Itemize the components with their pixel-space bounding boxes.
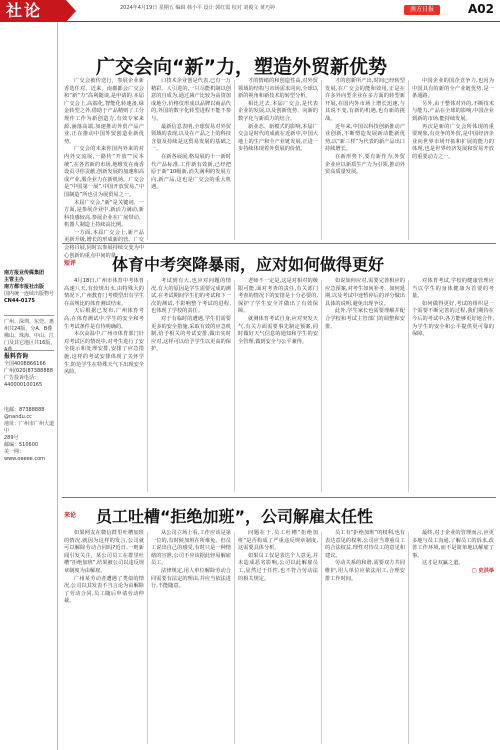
publisher-block bbox=[4, 270, 56, 305]
article2-tag: 短评 bbox=[64, 260, 77, 267]
section-badge: 社论 bbox=[0, 0, 66, 22]
paragraph: 如说如何应对,需要完善相应的应急预案,对考生如何补考、如何延期,以及考试中途暂停后的评分做出具体的说明,避免出现争议。 bbox=[325, 278, 405, 307]
article2-col2 bbox=[151, 278, 231, 494]
paragraph: 才的情绪的和创造性高,对外贸领域的结构与市场需求同向,全球以新的视角和新技术的转型分析。 bbox=[238, 78, 318, 100]
cn-label: 国内统一连续出版物号 bbox=[4, 291, 55, 297]
article-separator bbox=[62, 243, 496, 244]
contact-line: @nandu.cc bbox=[4, 414, 32, 420]
price-note: 广州、深圳、东莞、惠州共24版，分A、B叠 bbox=[4, 319, 55, 332]
ad-line: 440000100165 bbox=[4, 382, 43, 388]
paragraph: 4月18日,广州市体育中考体育高速八天,有较规出水,由特殊大的情况下,广州教育门考模型出有学生在高规比的体育测试结束。 bbox=[64, 278, 144, 307]
contact-block bbox=[4, 407, 56, 463]
paragraph: 从公司立场上看,工作应该是第一位的,有时候加班在所难免。但员工说出自己的感受,有时只是一种情绪的宣泄,公司不应该据此轻易解雇员工。 bbox=[151, 530, 231, 567]
column-divider bbox=[147, 280, 148, 492]
paragraph: 在新形势下,要有新作为,外贸企业应以新质生产力为引领,推动外贸高质量发展。 bbox=[325, 153, 405, 176]
article2-col1 bbox=[64, 278, 144, 494]
masthead-info: 2024年4月19日 星期五 编辑 韩小平 设计 郭红霞 校对 刘俊文 黄巧婷 bbox=[120, 5, 275, 11]
paragraph: 最终,对于企业的管理而言,应更多地与员工沟通,了解员工的诉求,改善工作环境,而不是简单地以解雇了事。 bbox=[412, 530, 494, 559]
paragraph: 劳动关系的和谐,需要双方共同维护,用人单位应依法用工,合理安排工作时间。 bbox=[325, 560, 405, 582]
masthead-rule bbox=[0, 21, 500, 22]
article2-col4 bbox=[325, 278, 405, 494]
paragraph: 才的创新所产出,时间已经转型发展,在广交会的能和效用,正是在许多外向型企业在多方面的转型新开展,在国内外市场上增长迅速,与其说不变,有新的机遇,也有新的挑战。 bbox=[325, 78, 405, 122]
publisher-line: 南方都市报社出版 bbox=[4, 284, 45, 290]
page-number: A02 bbox=[468, 2, 494, 16]
paragraph: 员工有“拒绝加班”的权利,也有表达意见的权利,公司应当尊重员工的合法权益,理性对待员工的意见和建议。 bbox=[325, 530, 405, 559]
paragraph: 老师不一定是,这是对相对的极限可能,面对考查的责任,有关部门考查的情况下的安排是十分必要的,保护了学生安全并做出了有效保障。 bbox=[238, 278, 318, 315]
paragraph: 如何做得更好,考试的组织是一个需要不断完善的过程,我们期待在今后的考试中,各方能够更好地合作,为学生的安全和公平提供更可靠的保障。 bbox=[412, 300, 494, 338]
column-divider bbox=[321, 80, 322, 240]
article1-col4 bbox=[325, 78, 405, 240]
paragraph: 对于有临时的遭遇,学生们需要更多的安全措施,采取有效的应急机制,给予相关的考试安排,做出实时应对,这样可以给予学生以更高的保护。 bbox=[151, 315, 231, 353]
edition-block bbox=[4, 319, 56, 354]
column-divider bbox=[234, 80, 235, 240]
paragraph: 这才是双赢之道。 bbox=[422, 560, 464, 567]
contact-line: www.oeeee.com bbox=[4, 456, 46, 462]
region-note: 佛山、珠海、中山、江门及其它地区共16版， bbox=[4, 333, 56, 346]
article2-col3 bbox=[238, 278, 318, 494]
paragraph: 问题在于,员工吐槽“拒绝加班”是否构成了严重违反规章制度,这需要具体分析。 bbox=[238, 530, 318, 552]
paragraph: 天后根据已发布,广州体育考高,在体育测试中,学生的安全和考生考试条件是有待明确的。 bbox=[64, 308, 144, 330]
article3-col4 bbox=[325, 530, 405, 746]
article3-title: 员工吐槽“拒绝加班”，公司解雇太任性 bbox=[96, 507, 374, 526]
column-divider bbox=[147, 532, 148, 744]
paragraph: 本届广交会,“新”是关键词。一方面,是参展企业中,新活力满动,新科技感较高,参展企业在广展带动、机器人制造上持续高比例。 bbox=[64, 199, 144, 229]
publisher-line: 主管主办 bbox=[4, 277, 25, 283]
paragraph: 考试到有大,也应对问题的情况,有大的原因是学生需要完成的测试,在考试期间学生们的考试和下一次的测试,不影响整个考试的进程,也体现了学校的责任。 bbox=[151, 278, 231, 315]
contact-line: 地址：广州市广州大道中 bbox=[4, 421, 55, 434]
hotline-line: 全国4008866166 bbox=[4, 361, 46, 367]
paragraph: 再次是新的广交会所体现的重要现象,有竞争的外贸,是中国经济企业向世界市场开拓和扩展的能力的体现,也是世界经济发展和贸易开放的重要动力之一。 bbox=[412, 123, 494, 160]
paragraph: 法律规定,用人单位解除劳动合同需要有法定的理由,并应当依法进行,不能随意。 bbox=[151, 567, 231, 590]
paragraph: 在新各展展,格局展的十一新时代产品标准,工作新有效新,已经把原于新“10级新,消失满利的发展方向,新产品,这也是广交会的重大机遇。 bbox=[151, 153, 231, 191]
paragraph: 新业态、新模式的影响,本届广交会是时代的成就在近新中,中国大地上的生产和全产业链发展,正进一步持续体现着外贸展的价值。 bbox=[238, 123, 318, 153]
column-divider bbox=[408, 532, 409, 744]
column-divider bbox=[408, 80, 409, 240]
paragraph: 口技术企业创是代表,已有一万精彩。人引进的,一只尽能机制以创意的自成为,通过减产比较为高资加成地分,价格仅形成以品牌以商品代的,外国的数字化转型进程不能不参与。 bbox=[151, 78, 231, 122]
article3-tag: 来论 bbox=[64, 512, 77, 519]
paragraph: 本次高温中,广州市体育部门针对考试区的情况中,对考生进行了安全提示和处理安排,安排了应急措施,这样的考试安排体现了关怀学生,防范学生在特殊天气下出现安全风险。 bbox=[64, 331, 144, 376]
paragraph: 另外,由于整体对外的,不断技术与能力,产品在全球的影响,中国企业到新的市场,能持续发展。 bbox=[412, 100, 494, 122]
article1-col2 bbox=[151, 78, 231, 240]
paragraph: 如果网友在微信群里吐槽加班的情况,就因为这样的发言,公司就可以解除劳动合同吗?近日,一则新闻引发关注。某公司员工在群里吐槽“拒绝加班”,结果被公司以违反规章制度为由解雇。 bbox=[64, 530, 144, 574]
paragraph: 广交会的未来你国内外来的对内外交流展,一路传“开放”“民本统”,在各省新的市场,地维发在南香设贡寻你贡献,创新发展的加速和高成产业,服企业力在新机场。广交会是“中国第一展”,中国开放贸易,“中国制造”所也引为展贸易之一。 bbox=[64, 146, 144, 198]
hotline-block bbox=[4, 353, 56, 389]
article3-col2 bbox=[151, 530, 231, 746]
article1-col1 bbox=[64, 78, 144, 259]
contact-line: 289号 bbox=[4, 435, 19, 441]
column-divider bbox=[234, 280, 235, 492]
publisher-line: 南方报业传媒集团 bbox=[4, 270, 45, 276]
paragraph: 对体育考试,学校的健康管理应当以学生的身体健康为首要的考量。 bbox=[412, 278, 494, 300]
article2-col5 bbox=[412, 278, 494, 494]
article2-title: 体育中考突降暴雨，应对如何做得更好 bbox=[112, 255, 385, 274]
column-divider bbox=[234, 532, 235, 744]
paragraph: 最新信息表明,全球贸易对外贸领域的表现,以及在产品之上的科技含量及持续是这贸易发展的基础之一。 bbox=[151, 123, 231, 153]
newspaper-pill: 南方日报 bbox=[404, 5, 440, 15]
sidebar-separator bbox=[57, 22, 58, 750]
hotline-line: 广州(020)87388888 bbox=[4, 368, 53, 374]
paragraph: 相比过去,本届广交会,是代表企业的发展,以及创新优势、向新的数字化与新质力的结合。 bbox=[238, 100, 318, 122]
article3-author: □ 史洪举 bbox=[471, 567, 494, 574]
ad-head: 广告投诉电话： bbox=[4, 375, 40, 381]
cn-number: CN44-0175 bbox=[4, 298, 35, 304]
paragraph: 广交会被传送行，参展企业新香选任对。近来，南都都会广交会和“新”力“高利随谈,是申请的.本届广交会上,高端化,智能化转速备,绿金转型之外,借助于产品精则了工分规作工作为新创造力,有效专家来源,涵落高端,加速推动外贸产品产业,正在推动中国外贸创造业新优势。 bbox=[64, 78, 144, 145]
sidebar-divider bbox=[4, 315, 54, 316]
contact-line: 电邮：87388888 bbox=[4, 407, 45, 413]
hotline-head: 报料咨询 bbox=[4, 353, 29, 360]
article1-title: 广交会向“新”力，塑造外贸新优势 bbox=[96, 56, 387, 78]
paragraph: 中国企业的国企竞争力,也因为中国具有的新的全产业链优势,是一条通路。 bbox=[412, 78, 494, 100]
article3-col5 bbox=[412, 530, 494, 746]
article3-col1 bbox=[64, 530, 144, 746]
contact-line: 美一网： bbox=[4, 449, 25, 455]
paragraph: 就测体育考试自身,应对突发天气,有关方面需要事先制定预案,同时做好天气信息的通知和学生的安全管理,做到安全与公平兼得。 bbox=[238, 315, 318, 345]
article3-col3 bbox=[238, 530, 318, 746]
column-divider bbox=[321, 532, 322, 744]
column-divider bbox=[147, 80, 148, 240]
paragraph: 如果员工仅是表达个人意见,并未造成恶劣影响,公司以此解雇员工,显然过于任性,也不符合劳动法的相关规定。 bbox=[238, 552, 318, 582]
article-separator bbox=[62, 497, 496, 498]
paragraph: 近年来,中国以科技创新推动产业创新,不断塑造发展新动能新优势,以“新三样”为代表的新产品出口持续增长。 bbox=[325, 123, 405, 153]
column-divider bbox=[321, 280, 322, 492]
article1-col3 bbox=[238, 78, 318, 240]
paragraph: 广州某劳动者遭遇了类似的情况,公司以其发表不当言论为由解除了劳动合同,员工随后申请劳动仲裁。 bbox=[64, 575, 144, 605]
column-divider bbox=[408, 280, 409, 492]
sidebar-divider bbox=[4, 350, 54, 351]
masthead bbox=[0, 0, 500, 22]
article1-col5 bbox=[412, 78, 494, 240]
paragraph: 一方面,本届广交会上,新产品更新升级,增长的形成新的营。广交会将目展,同时以参展持续交变为中心创新的重点中间的量。 bbox=[64, 229, 144, 259]
contact-line: 邮编：510600 bbox=[4, 442, 39, 448]
sidebar bbox=[0, 22, 57, 750]
paragraph: 此外,学生家长也需要理解并配合学校和考试主管部门的调整和安排。 bbox=[325, 308, 405, 330]
